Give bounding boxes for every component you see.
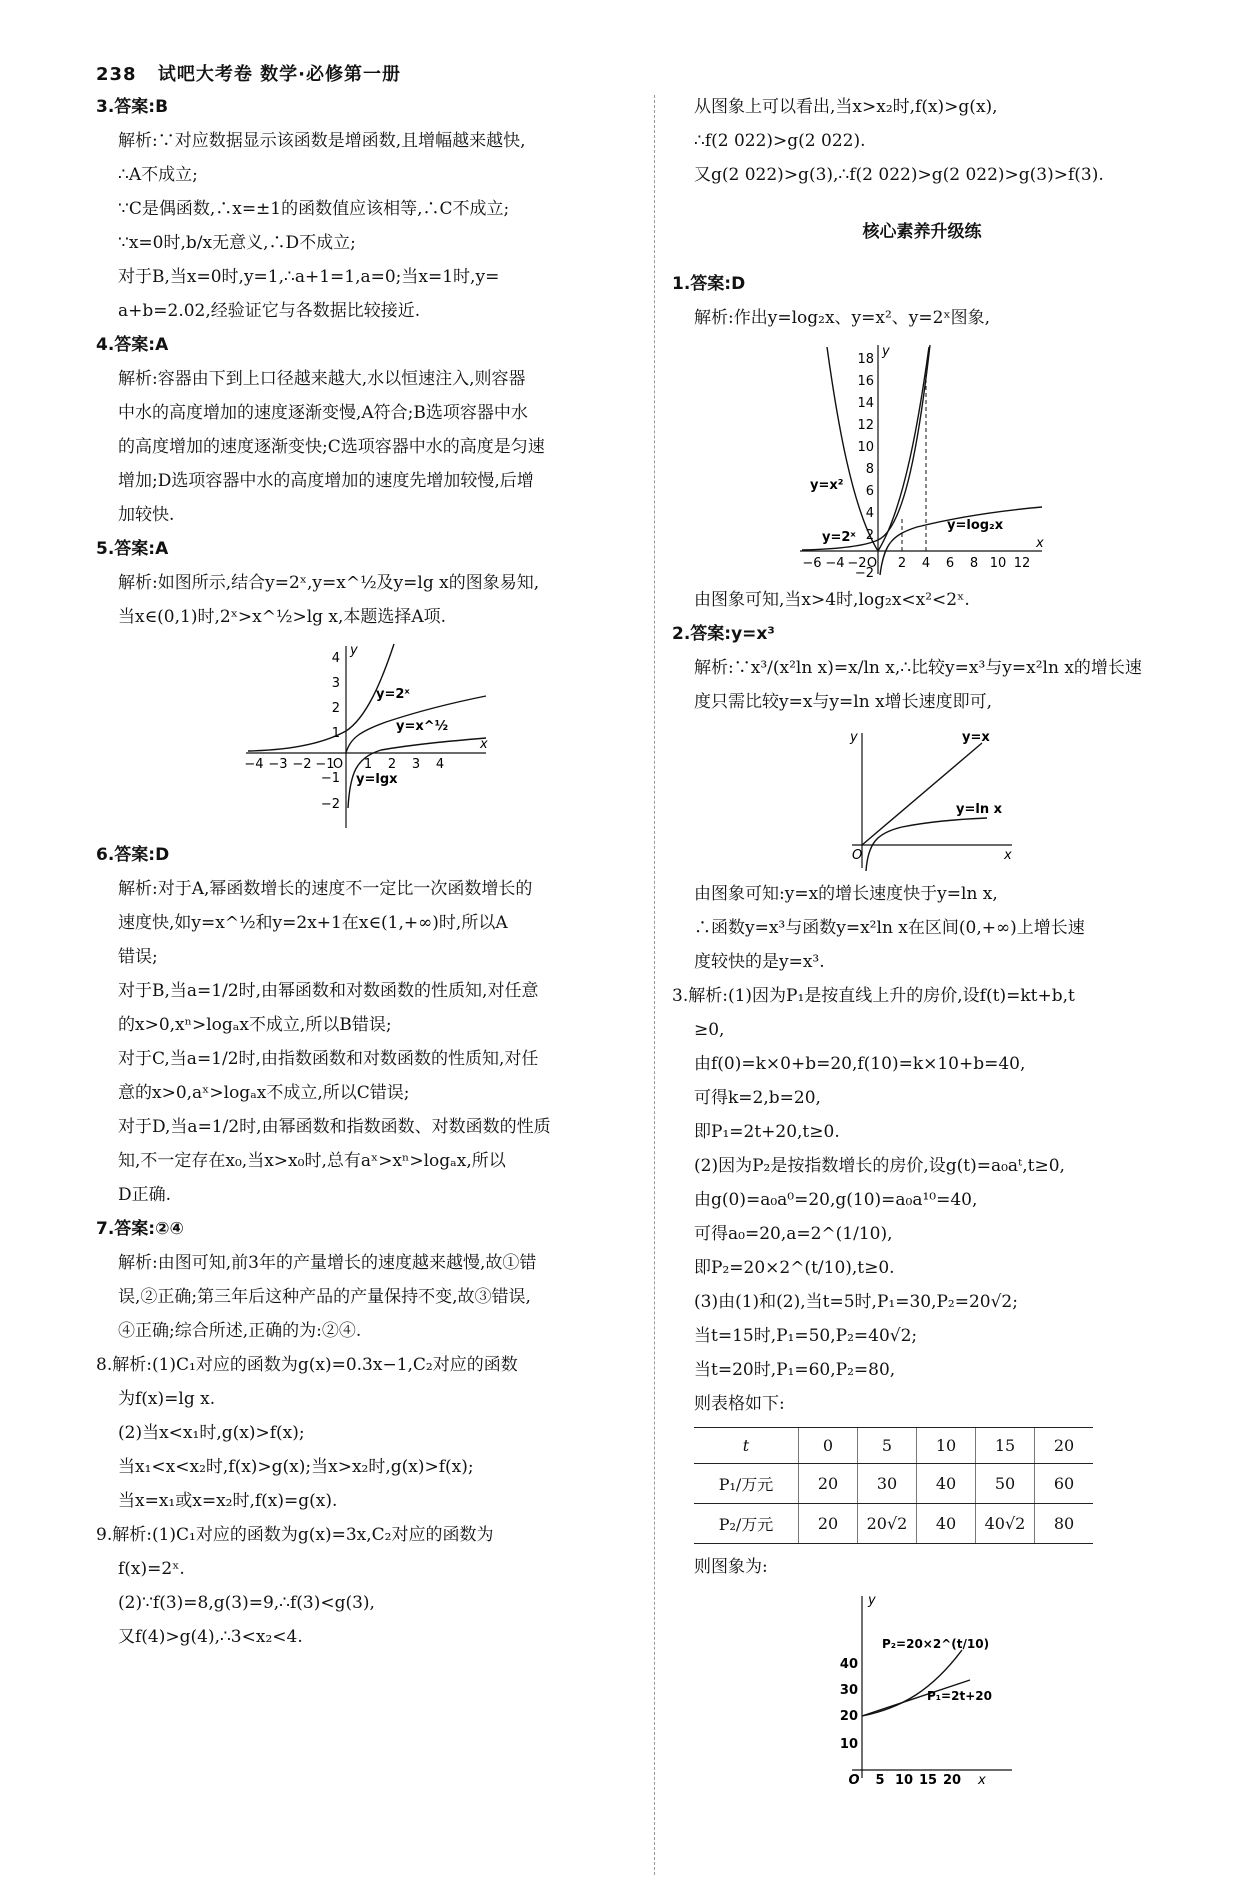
- answer-5: 5.答案:A: [96, 539, 169, 559]
- curve-label: y=2ˣ: [822, 530, 856, 545]
- page-number: 238: [96, 64, 137, 85]
- tick-label: 2: [387, 757, 397, 772]
- curve-label: y=x^½: [396, 719, 449, 734]
- graph-house-price: [812, 1588, 1032, 1788]
- tick-label: 6: [865, 484, 874, 499]
- tick-label: 2: [331, 701, 340, 716]
- table-cell: 5: [858, 1428, 917, 1464]
- x-axis-label: x: [480, 737, 488, 752]
- curve-label: y=x: [962, 730, 990, 745]
- book-title: 试吧大考卷 数学·必修第一册: [157, 64, 401, 85]
- tick-label: −6: [802, 556, 822, 571]
- origin-label: O: [866, 556, 878, 571]
- table-row: [694, 1428, 1093, 1464]
- text-line: 速度快,如y=x^½和y=2x+1在x∈(1,+∞)时,所以A: [118, 913, 508, 933]
- text-line: 则表格如下:: [694, 1394, 785, 1414]
- text-line: 即P₁=2t+20,t≥0.: [694, 1122, 840, 1142]
- tick-label: −4: [825, 556, 845, 571]
- tick-label: 3: [411, 757, 421, 772]
- text-line: ∴函数y=x³与函数y=x²ln x在区间(0,+∞)上增长速: [694, 918, 1085, 938]
- tick-label: −2: [854, 566, 874, 579]
- text-line: 当x=x₁或x=x₂时,f(x)=g(x).: [118, 1491, 338, 1511]
- tick-label: 10: [989, 556, 1007, 571]
- table-cell: 20√2: [858, 1504, 917, 1544]
- x-axis-label: x: [1036, 536, 1044, 551]
- tick-label: 4: [865, 506, 874, 521]
- answer-3: 3.答案:B: [96, 97, 169, 117]
- tick-label: −2: [292, 757, 312, 772]
- tick-label: −2: [320, 797, 340, 812]
- text-line: 度只需比较y=x与y=ln x增长速度即可,: [694, 692, 993, 712]
- table-cell: 80: [1035, 1504, 1094, 1544]
- table-cell: 15: [976, 1428, 1035, 1464]
- text-line: ∴A不成立;: [118, 165, 198, 185]
- text-line: 当t=15时,P₁=50,P₂=40√2;: [694, 1326, 918, 1346]
- tick-label: 12: [857, 418, 874, 433]
- table-row: [694, 1504, 1093, 1544]
- tick-label: 20: [839, 1709, 858, 1724]
- text-line: a+b=2.02,经验证它与各数据比较接近.: [118, 301, 421, 321]
- table-row: [694, 1464, 1093, 1504]
- text-line: 解析:由图可知,前3年的产量增长的速度越来越慢,故①错: [118, 1253, 537, 1273]
- text-line: 解析:∵对应数据显示该函数是增函数,且增幅越来越快,: [118, 131, 526, 151]
- text-line: 由图象可知,当x>4时,log₂x<x²<2ˣ.: [694, 590, 970, 610]
- text-line: 意的x>0,aˣ>logₐx不成立,所以C错误;: [118, 1083, 410, 1103]
- text-line: (2)∵f(3)=8,g(3)=9,∴f(3)<g(3),: [118, 1593, 375, 1613]
- text-line: 加较快.: [118, 505, 175, 525]
- text-line: 的高度增加的速度逐渐变快;C选项容器中水的高度是匀速: [118, 437, 545, 457]
- graph-log-square-exp: [792, 339, 1052, 579]
- y-axis-label: y: [350, 643, 358, 658]
- tick-label: 1: [331, 726, 340, 741]
- text-line: 又f(4)>g(4),∴3<x₂<4.: [118, 1627, 303, 1647]
- answer-1: 1.答案:D: [672, 274, 746, 294]
- text-line: 又g(2 022)>g(3),∴f(2 022)>g(2 022)>g(3)>f(3).: [694, 165, 1104, 185]
- text-line: 知,不一定存在x₀,当x>x₀时,总有aˣ>xⁿ>logₐx,所以: [118, 1151, 506, 1171]
- text-line: 即P₂=20×2^(t/10),t≥0.: [694, 1258, 895, 1278]
- tick-label: 6: [945, 556, 955, 571]
- origin-label: O: [848, 1773, 860, 1788]
- table-cell: 60: [1035, 1464, 1094, 1504]
- table-cell: t: [694, 1428, 799, 1464]
- column-divider: [654, 95, 655, 1875]
- tick-label: 8: [865, 462, 874, 477]
- tick-label: 14: [857, 396, 874, 411]
- text-line: ≥0,: [694, 1020, 725, 1040]
- graph-linear-vs-ln: [822, 723, 1022, 873]
- text-line: 解析:对于A,幂函数增长的速度不一定比一次函数增长的: [118, 879, 533, 899]
- left-column: [96, 90, 636, 1654]
- origin-label: O: [332, 757, 344, 772]
- text-line: 解析:作出y=log₂x、y=x²、y=2ˣ图象,: [694, 308, 991, 328]
- text-line: 对于B,当x=0时,y=1,∴a+1=1,a=0;当x=1时,y=: [118, 267, 500, 287]
- text-line: ∵C是偶函数,∴x=±1的函数值应该相等,∴C不成立;: [118, 199, 510, 219]
- text-line: D正确.: [118, 1185, 172, 1205]
- curve-label: y=ln x: [956, 802, 1002, 817]
- curve-label: y=log₂x: [947, 518, 1004, 533]
- text-line: 由图象可知:y=x的增长速度快于y=ln x,: [694, 884, 998, 904]
- curve-label: y=x²: [810, 478, 844, 493]
- tick-label: 18: [857, 352, 874, 367]
- text-line: 误,②正确;第三年后这种产品的产量保持不变,故③错误,: [118, 1287, 531, 1307]
- solution-3: 3.解析:(1)因为P₁是按直线上升的房价,设f(t)=kt+b,t: [672, 986, 1075, 1006]
- y-axis-label: y: [868, 1593, 876, 1608]
- tick-label: 40: [839, 1657, 858, 1672]
- table-cell: 50: [976, 1464, 1035, 1504]
- text-line: 对于C,当a=1/2时,由指数函数和对数函数的性质知,对任: [118, 1049, 539, 1069]
- tick-label: 15: [918, 1773, 938, 1788]
- text-line: (2)当x<x₁时,g(x)>f(x);: [118, 1423, 305, 1443]
- text-line: 错误;: [118, 947, 158, 967]
- tick-label: 12: [1013, 556, 1031, 571]
- tick-label: −4: [244, 757, 264, 772]
- tick-label: 20: [942, 1773, 962, 1788]
- text-line: 度较快的是y=x³.: [694, 952, 825, 972]
- answer-6: 6.答案:D: [96, 845, 170, 865]
- table-cell: 20: [799, 1464, 858, 1504]
- text-line: 由f(0)=k×0+b=20,f(10)=k×10+b=40,: [694, 1054, 1026, 1074]
- tick-label: 4: [435, 757, 445, 772]
- table-cell: 40√2: [976, 1504, 1035, 1544]
- y-axis-label: y: [850, 730, 858, 745]
- table-cell: 20: [1035, 1428, 1094, 1464]
- tick-label: 10: [894, 1773, 914, 1788]
- text-line: 的x>0,xⁿ>logₐx不成立,所以B错误;: [118, 1015, 392, 1035]
- text-line: 解析:如图所示,结合y=2ˣ,y=x^½及y=lg x的图象易知,: [118, 573, 540, 593]
- tick-label: 10: [839, 1737, 858, 1752]
- tick-label: −3: [268, 757, 288, 772]
- answer-2: 2.答案:y=x³: [672, 624, 775, 644]
- text-line: 则图象为:: [694, 1557, 768, 1577]
- curve-label: P₁=2t+20: [927, 1689, 992, 1703]
- tick-label: 2: [865, 528, 874, 543]
- page-header: [96, 60, 401, 86]
- tick-label: 30: [839, 1683, 858, 1698]
- text-line: 当x₁<x<x₂时,f(x)>g(x);当x>x₂时,g(x)>f(x);: [118, 1457, 474, 1477]
- table-cell: 40: [917, 1464, 976, 1504]
- price-table: [694, 1427, 1093, 1544]
- text-line: 由g(0)=a₀a⁰=20,g(10)=a₀a¹⁰=40,: [694, 1190, 978, 1210]
- curve-label: P₂=20×2^(t/10): [882, 1637, 990, 1651]
- tick-label: −1: [320, 771, 340, 786]
- tick-label: 16: [857, 374, 874, 389]
- text-line: 从图象上可以看出,当x>x₂时,f(x)>g(x),: [694, 97, 998, 117]
- tick-label: 1: [363, 757, 373, 772]
- tick-label: 4: [921, 556, 931, 571]
- answer-7: 7.答案:②④: [96, 1219, 184, 1239]
- table-cell: P₁/万元: [694, 1464, 799, 1504]
- x-axis-label: x: [978, 1773, 986, 1788]
- text-line: 可得a₀=20,a=2^(1/10),: [694, 1224, 893, 1244]
- x-axis-label: x: [1004, 848, 1012, 863]
- text-line: 可得k=2,b=20,: [694, 1088, 821, 1108]
- table-cell: 20: [799, 1504, 858, 1544]
- origin-label: O: [852, 848, 863, 863]
- tick-label: 8: [969, 556, 979, 571]
- text-line: 对于B,当a=1/2时,由幂函数和对数函数的性质知,对任意: [118, 981, 539, 1001]
- text-line: 当x∈(0,1)时,2ˣ>x^½>lg x,本题选择A项.: [118, 607, 447, 627]
- tick-label: 5: [875, 1773, 885, 1788]
- table-cell: 40: [917, 1504, 976, 1544]
- text-line: ∴f(2 022)>g(2 022).: [694, 131, 866, 151]
- tick-label: 3: [331, 676, 340, 691]
- text-line: ④正确;综合所述,正确的为:②④.: [118, 1321, 362, 1341]
- text-line: 增加;D选项容器中水的高度增加的速度先增加较慢,后增: [118, 471, 534, 491]
- text-line: 解析:∵x³/(x²ln x)=x/ln x,∴比较y=x³与y=x²ln x的增长速: [694, 658, 1142, 678]
- curve-label: y=2ˣ: [376, 687, 410, 702]
- solution-9: 9.解析:(1)C₁对应的函数为g(x)=3x,C₂对应的函数为: [96, 1525, 494, 1545]
- tick-label: 10: [857, 440, 874, 455]
- table-cell: 0: [799, 1428, 858, 1464]
- tick-label: −2: [847, 556, 867, 571]
- curve-label: y=lgx: [356, 772, 398, 787]
- text-line: f(x)=2ˣ.: [118, 1559, 185, 1579]
- table-cell: P₂/万元: [694, 1504, 799, 1544]
- text-line: 为f(x)=lg x.: [118, 1389, 216, 1409]
- text-line: 解析:容器由下到上口径越来越大,水以恒速注入,则容器: [118, 369, 526, 389]
- text-line: (3)由(1)和(2),当t=5时,P₁=30,P₂=20√2;: [694, 1292, 1018, 1312]
- solution-8: 8.解析:(1)C₁对应的函数为g(x)=0.3x−1,C₂对应的函数: [96, 1355, 518, 1375]
- section-title: 核心素养升级练: [862, 222, 982, 242]
- answer-4: 4.答案:A: [96, 335, 169, 355]
- y-axis-label: y: [882, 344, 890, 359]
- text-line: ∵x=0时,b/x无意义,∴D不成立;: [118, 233, 356, 253]
- table-cell: 30: [858, 1464, 917, 1504]
- tick-label: −1: [315, 757, 335, 772]
- graph-exp-power-log: [236, 638, 496, 834]
- right-column: [672, 90, 1172, 1792]
- tick-label: 2: [897, 556, 907, 571]
- tick-label: 4: [331, 651, 340, 666]
- text-line: 对于D,当a=1/2时,由幂函数和指数函数、对数函数的性质: [118, 1117, 551, 1137]
- table-cell: 10: [917, 1428, 976, 1464]
- text-line: (2)因为P₂是按指数增长的房价,设g(t)=a₀aᵗ,t≥0,: [694, 1156, 1065, 1176]
- text-line: 当t=20时,P₁=60,P₂=80,: [694, 1360, 896, 1380]
- text-line: 中水的高度增加的速度逐渐变慢,A符合;B选项容器中水: [118, 403, 528, 423]
